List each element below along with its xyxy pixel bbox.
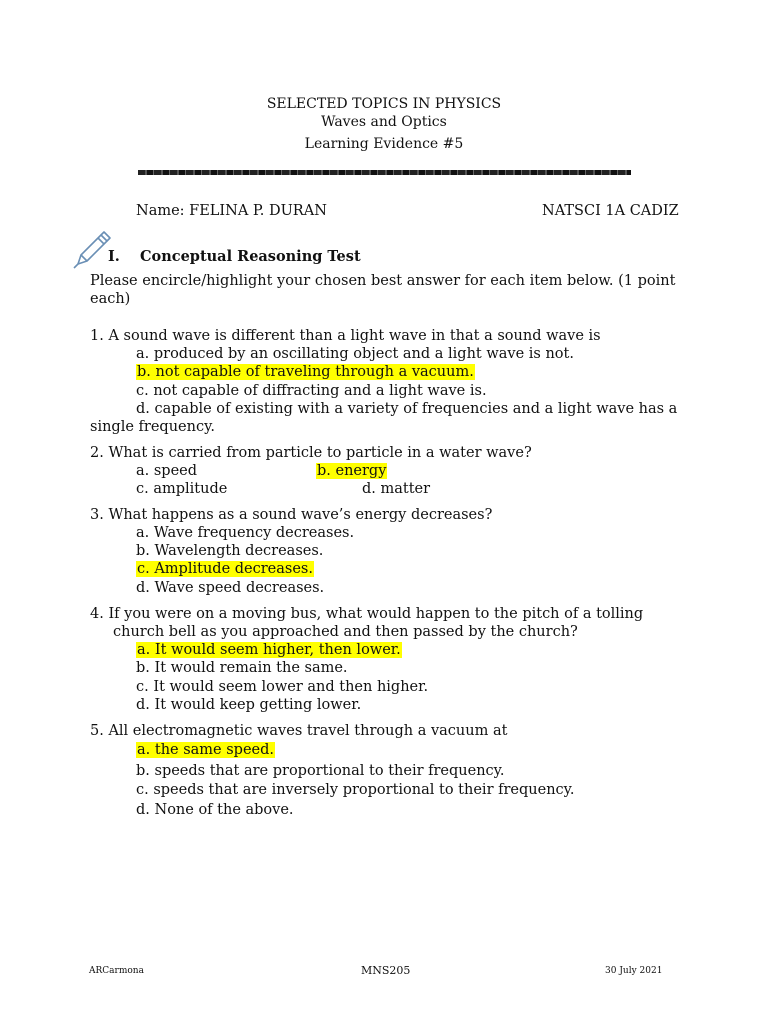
section-title: Conceptual Reasoning Test <box>140 248 361 265</box>
evidence-title: Learning Evidence #5 <box>304 136 464 152</box>
q1-option-d-cont: single frequency. <box>90 419 215 435</box>
footer-date: 30 July 2021 <box>605 966 663 976</box>
q4-option-c: c. It would seem lower and then higher. <box>136 679 429 695</box>
student-name: Name: FELINA P. DURAN <box>136 203 327 219</box>
q3-option-d: d. Wave speed decreases. <box>136 580 325 596</box>
section-numeral: I. <box>108 248 120 265</box>
q1-option-a: a. produced by an oscillating object and a light wave is not. <box>136 346 574 362</box>
q4-option-b: b. It would remain the same. <box>136 660 348 676</box>
question-3: 3. What happens as a sound wave’s energy decreases? <box>90 507 493 523</box>
q5-option-c: c. speeds that are inversely proportional to their frequency. <box>136 782 575 798</box>
q2-option-b-highlighted: b. energy <box>317 463 387 479</box>
q2-option-a: a. speed <box>136 463 198 479</box>
q5-option-a-highlighted: a. the same speed. <box>137 742 275 758</box>
footer-author: ARCarmona <box>89 966 144 976</box>
course-title: SELECTED TOPICS IN PHYSICS <box>266 96 502 112</box>
question-2: 2. What is carried from particle to particle in a water wave? <box>90 445 532 461</box>
q5-option-b: b. speeds that are proportional to their frequency. <box>136 763 505 779</box>
q2-option-d: d. matter <box>362 481 431 497</box>
q3-option-a: a. Wave frequency decreases. <box>136 525 355 541</box>
q1-option-d: d. capable of existing with a variety of frequencies and a light wave has a <box>136 401 678 417</box>
divider-rule <box>138 170 631 175</box>
topic-title: Waves and Optics <box>321 114 447 130</box>
q2-option-c: c. amplitude <box>136 481 228 497</box>
instructions-line-2: each) <box>90 291 131 307</box>
footer-course-code: MNS205 <box>361 964 411 977</box>
q4-option-d: d. It would keep getting lower. <box>136 697 362 713</box>
instructions-line-1: Please encircle/highlight your chosen best answer for each item below. (1 point <box>90 273 676 289</box>
q3-option-c-highlighted: c. Amplitude decreases. <box>137 561 313 577</box>
q4-option-a-highlighted: a. It would seem higher, then lower. <box>137 642 401 658</box>
q5-option-d: d. None of the above. <box>136 802 294 818</box>
student-section: NATSCI 1A CADIZ <box>542 203 679 219</box>
pen-icon <box>70 228 112 272</box>
q1-option-b-highlighted: b. not capable of traveling through a vacuum. <box>137 364 474 380</box>
q3-option-b: b. Wavelength decreases. <box>136 543 324 559</box>
question-4-cont: church bell as you approached and then passed by the church? <box>113 624 578 640</box>
q1-option-c: c. not capable of diffracting and a light wave is. <box>136 383 487 399</box>
question-4: 4. If you were on a moving bus, what would happen to the pitch of a tolling <box>90 606 644 622</box>
question-5: 5. All electromagnetic waves travel through a vacuum at <box>90 723 508 739</box>
question-1: 1. A sound wave is different than a light wave in that a sound wave is <box>90 328 601 344</box>
